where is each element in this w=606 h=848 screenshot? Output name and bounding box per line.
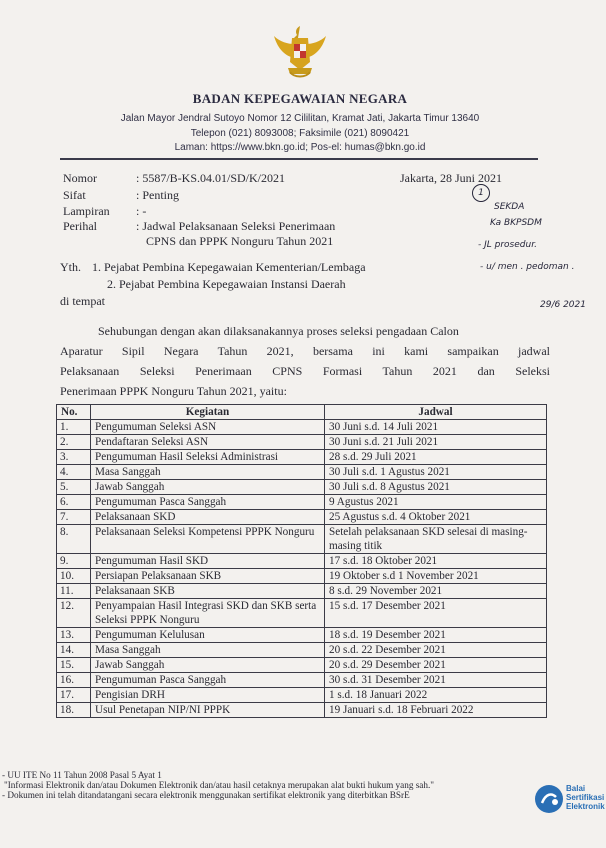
row-jadwal: 1 s.d. 18 Januari 2022 <box>325 688 547 703</box>
body-line-4: Penerimaan PPPK Nonguru Tahun 2021, yaitu: <box>60 384 287 398</box>
agency-address: Jalan Mayor Jendral Sutoyo Nomor 12 Cililitan, Kramat Jati, Jakarta Timur 13640 <box>120 113 480 124</box>
lampiran-value: : - <box>136 204 147 218</box>
row-no: 18. <box>57 703 91 718</box>
table-row <box>57 450 547 465</box>
row-jadwal: 30 Juni s.d. 14 Juli 2021 <box>325 420 547 435</box>
row-jadwal: Setelah pelaksanaan SKD selesai di masing-masing titik <box>325 525 547 554</box>
recipient-place: di tempat <box>60 294 105 308</box>
row-kegiatan: Pendaftaran Seleksi ASN <box>91 435 325 450</box>
schedule-table <box>56 404 547 718</box>
footer-line-2: "Informasi Elektronik dan/atau Dokumen Elektronik dan/atau hasil cetaknya merupakan alat bukti hukum yang sah." <box>4 780 435 790</box>
perihal-line-2: CPNS dan PPPK Nonguru Tahun 2021 <box>146 234 334 248</box>
table-row <box>57 703 547 718</box>
row-kegiatan: Pengumuman Hasil SKD <box>91 554 325 569</box>
footer-line-1: - UU ITE No 11 Tahun 2008 Pasal 5 Ayat 1 <box>2 770 162 780</box>
row-jadwal: 30 Juli s.d. 8 Agustus 2021 <box>325 480 547 495</box>
row-no: 14. <box>57 643 91 658</box>
table-row <box>57 673 547 688</box>
row-no: 3. <box>57 450 91 465</box>
table-row <box>57 569 547 584</box>
agency-name: BADAN KEPEGAWAIAN NEGARA <box>192 91 408 106</box>
row-no: 8. <box>57 525 91 554</box>
row-no: 9. <box>57 554 91 569</box>
row-jadwal: 9 Agustus 2021 <box>325 495 547 510</box>
garuda-emblem <box>268 22 332 84</box>
table-row <box>57 465 547 480</box>
table-row <box>57 643 547 658</box>
row-no: 7. <box>57 510 91 525</box>
footer-line-3: - Dokumen ini telah ditandatangani secara elektronik menggunakan sertifikat elektronik yang diterbitkan BSrE <box>2 790 410 800</box>
row-kegiatan: Persiapan Pelaksanaan SKB <box>91 569 325 584</box>
row-no: 6. <box>57 495 91 510</box>
handwritten-kabkpsdm: Ka BKPSDM <box>490 218 542 228</box>
table-row <box>57 628 547 643</box>
handwritten-sekda: SEKDA <box>494 202 525 212</box>
row-no: 4. <box>57 465 91 480</box>
row-no: 1. <box>57 420 91 435</box>
table-header-row <box>57 405 547 420</box>
body-line-2: Aparatur Sipil Negara Tahun 2021, bersama ini kami sampaikan jadwal <box>60 344 550 358</box>
table-row <box>57 688 547 703</box>
row-no: 2. <box>57 435 91 450</box>
agency-web: Laman: https://www.bkn.go.id; Pos-el: humas@bkn.go.id <box>174 142 426 153</box>
row-jadwal: 30 Juni s.d. 21 Juli 2021 <box>325 435 547 450</box>
row-jadwal: 25 Agustus s.d. 4 Oktober 2021 <box>325 510 547 525</box>
footer <box>0 770 600 800</box>
table-row <box>57 495 547 510</box>
table-row <box>57 584 547 599</box>
header-kegiatan: Kegiatan <box>91 405 325 420</box>
row-kegiatan: Pengumuman Pasca Sanggah <box>91 673 325 688</box>
perihal-label: Perihal <box>63 219 97 233</box>
row-no: 13. <box>57 628 91 643</box>
row-no: 10. <box>57 569 91 584</box>
row-kegiatan: Masa Sanggah <box>91 643 325 658</box>
row-no: 12. <box>57 599 91 628</box>
row-jadwal: 19 Oktober s.d 1 November 2021 <box>325 569 547 584</box>
row-jadwal: 30 Juli s.d. 1 Agustus 2021 <box>325 465 547 480</box>
table-row <box>57 510 547 525</box>
recipient-2: 2. Pejabat Pembina Kepegawaian Instansi Daerah <box>107 277 346 291</box>
row-jadwal: 20 s.d. 22 Desember 2021 <box>325 643 547 658</box>
row-kegiatan: Pelaksanaan SKD <box>91 510 325 525</box>
agency-phone: Telepon (021) 8093008; Faksimile (021) 8090421 <box>190 128 410 139</box>
row-kegiatan: Pengisian DRH <box>91 688 325 703</box>
row-kegiatan: Pelaksanaan Seleksi Kompetensi PPPK Nonguru <box>91 525 325 554</box>
body-line-1: Sehubungan dengan akan dilaksanakannya proses seleksi pengadaan Calon <box>98 324 459 338</box>
row-kegiatan: Pengumuman Pasca Sanggah <box>91 495 325 510</box>
table-row <box>57 420 547 435</box>
recipient-1: 1. Pejabat Pembina Kepegawaian Kementerian/Lembaga <box>92 260 366 274</box>
row-jadwal: 18 s.d. 19 Desember 2021 <box>325 628 547 643</box>
bsre-logo-icon <box>534 784 564 814</box>
row-no: 5. <box>57 480 91 495</box>
perihal-line-1: : Jadwal Pelaksanaan Seleksi Penerimaan <box>136 219 336 233</box>
row-jadwal: 19 Januari s.d. 18 Februari 2022 <box>325 703 547 718</box>
table-row <box>57 435 547 450</box>
table-row <box>57 599 547 628</box>
row-jadwal: 20 s.d. 29 Desember 2021 <box>325 658 547 673</box>
table-row <box>57 658 547 673</box>
nomor-value: : 5587/B-KS.04.01/SD/K/2021 <box>136 171 286 185</box>
sifat-label: Sifat <box>63 188 86 202</box>
row-kegiatan: Penyampaian Hasil Integrasi SKD dan SKB serta Seleksi PPPK Nonguru <box>91 599 325 628</box>
table-row <box>57 480 547 495</box>
handwritten-date: 29/6 2021 <box>540 300 586 310</box>
header-divider <box>60 158 538 160</box>
row-no: 11. <box>57 584 91 599</box>
row-jadwal: 17 s.d. 18 Oktober 2021 <box>325 554 547 569</box>
letter-date: Jakarta, 28 Juni 2021 <box>400 171 502 185</box>
row-jadwal: 30 s.d. 31 Desember 2021 <box>325 673 547 688</box>
body-line-3: Pelaksanaan Seleksi Penerimaan CPNS Formasi Tahun 2021 dan Seleksi <box>60 364 550 378</box>
row-kegiatan: Pelaksanaan SKB <box>91 584 325 599</box>
row-jadwal: 28 s.d. 29 Juli 2021 <box>325 450 547 465</box>
row-jadwal: 8 s.d. 29 November 2021 <box>325 584 547 599</box>
handwritten-note-1: - JL prosedur. <box>478 240 537 250</box>
nomor-label: Nomor <box>63 171 97 185</box>
header-no: No. <box>57 405 91 420</box>
table-row <box>57 525 547 554</box>
row-kegiatan: Jawab Sanggah <box>91 658 325 673</box>
handwritten-number: 1 <box>472 184 490 202</box>
row-no: 16. <box>57 673 91 688</box>
table-row <box>57 554 547 569</box>
handwritten-note-2: - u/ men . pedoman . <box>480 262 575 272</box>
row-jadwal: 15 s.d. 17 Desember 2021 <box>325 599 547 628</box>
row-kegiatan: Pengumuman Seleksi ASN <box>91 420 325 435</box>
row-kegiatan: Jawab Sanggah <box>91 480 325 495</box>
sifat-value: : Penting <box>136 188 180 202</box>
row-kegiatan: Pengumuman Kelulusan <box>91 628 325 643</box>
lampiran-label: Lampiran <box>63 204 110 218</box>
row-kegiatan: Usul Penetapan NIP/NI PPPK <box>91 703 325 718</box>
row-kegiatan: Pengumuman Hasil Seleksi Administrasi <box>91 450 325 465</box>
row-no: 15. <box>57 658 91 673</box>
bsre-name: Balai Sertifikasi Elektronik <box>566 784 605 811</box>
header-jadwal: Jadwal <box>325 405 547 420</box>
yth-label: Yth. <box>60 260 81 274</box>
row-kegiatan: Masa Sanggah <box>91 465 325 480</box>
row-no: 17. <box>57 688 91 703</box>
